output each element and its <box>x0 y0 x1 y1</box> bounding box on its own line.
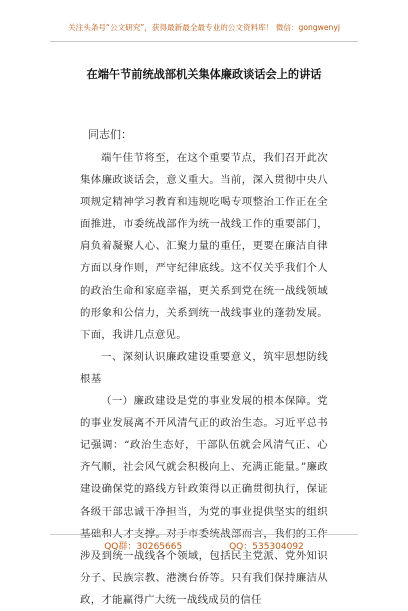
footer-qq-number: QQ：535304092 <box>229 542 304 552</box>
paragraph-intro: 端午佳节将至，在这个重要节点，我们召开此次集体廉政谈话会，意义重大。当前，深入贯彻中央八项规定精神学习教育和违规吃喝专项整治工作正在全面推进，市委统战部作为统一战线工作的重要部门，肩负着凝聚人心、汇聚力量的重任，更要在廉洁自律方面以身作则，严守纪律底线。这不仅关乎我们个人的政治生命和家庭幸福，更关系到党在统一战线领域的形象和公信力，关系到统一战线事业的蓬勃发展。下面，我讲几点意见。 <box>80 152 328 341</box>
salutation: 同志们： <box>88 128 132 141</box>
document-title: 在端午节前统战部机关集体廉政谈话会上的讲话 <box>86 68 322 81</box>
footer-qq-group: QQ群：30265665 <box>104 542 183 552</box>
paragraph-1-1: （一）廉政建设是党的事业发展的根本保障。党的事业发展离不开风清气正的政治生态。习近平总书记强调：“政治生态好，干部队伍就会风清气正、心齐气顺，社会风气就会积极向上、充满正能量。”廉政建设确保党的路线方针政策得以正确贯彻执行，保证各级干部忠诚干净担当，为党的事业提供坚实的组织基础和人才支撑。对于市委统战部而言，我们的工作涉及到统一战线各个领域，包括民主党派、党外知识分子、民族宗教、港澳台侨等。只有我们保持廉洁从政，才能赢得广大统一战线成员的信任 <box>80 395 328 606</box>
section-heading-1: 一、深刻认识廉政建设重要意义，筑牢思想防线根基 <box>80 350 328 385</box>
footer-contact <box>0 539 408 552</box>
header-divider <box>50 41 358 42</box>
header-promo-text: 关注头条号“公文研究”，获得最新最全最专业的公文资料库！ 微信：gongwenyj <box>68 23 340 32</box>
footer-divider <box>50 534 358 535</box>
